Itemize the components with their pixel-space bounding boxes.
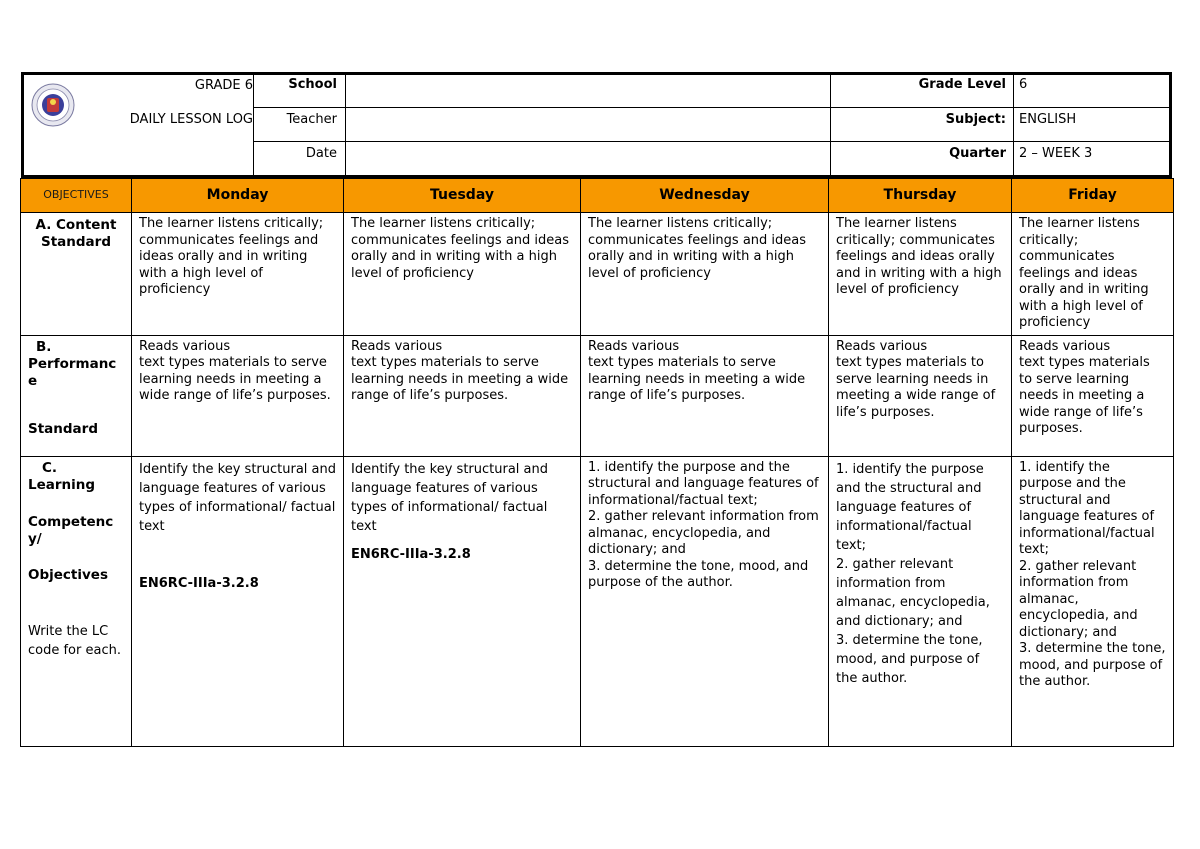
performance-standard-friday: Reads various text types materials to serve learning needs in meeting a wide range of life’s purposes. [1012,335,1174,456]
learning-competency-monday: Identify the key structural and language features of various types of informational/ factual text EN6RC-IIIa-3.2.8 [132,456,344,746]
content-standard-row [21,213,1174,336]
performance-standard-monday: Reads various text types materials to serve learning needs in meeting a wide range of life’s purposes. [132,335,344,456]
learning-competency-row [21,456,1174,746]
date-label: Date [305,146,337,161]
lc-code: EN6RC-IIIa-3.2.8 [139,575,259,591]
content-standard-monday: The learner listens critically; communicates feelings and ideas orally and in writing with a high level of proficiency [132,213,344,336]
log-title: DAILY LESSON LOG [129,112,253,127]
col-thursday: Thursday [829,179,1012,213]
performance-standard-thursday: Reads various text types materials to serve learning needs in meeting a wide range of life’s purposes. [829,335,1012,456]
quarter-value: 2 – WEEK 3 [1019,146,1093,161]
grade-label: GRADE 6 [194,78,253,93]
lesson-objectives-table [20,178,1174,747]
col-wednesday: Wednesday [581,179,829,213]
quarter-label: Quarter [949,146,1006,161]
col-monday: Monday [132,179,344,213]
content-standard-tuesday: The learner listens critically; communicates feelings and ideas orally and in writing with a high level of proficiency [344,213,581,336]
learning-competency-tuesday: Identify the key structural and language features of various types of informational/ factual text EN6RC-IIIa-3.2.8 [344,456,581,746]
grade-level-value: 6 [1019,77,1028,92]
col-objectives: OBJECTIVES [21,179,132,213]
performance-standard-tuesday: Reads various text types materials to serve learning needs in meeting a wide range of life’s purposes. [344,335,581,456]
col-friday: Friday [1012,179,1174,213]
lesson-log-header [21,72,1172,178]
content-standard-friday: The learner listens critically; communicates feelings and ideas orally and in writing with a high level of proficiency [1012,213,1174,336]
learning-competency-wednesday: 1. identify the purpose and the structural and language features of informational/factual text; 2. gather relevant information from almanac, encyclopedia, and dictionary; and 3. determine the tone, mood, and purpose of the author. [581,456,829,746]
learning-competency-thursday: 1. identify the purpose and the structural and language features of informational/factual text; 2. gather relevant information from almanac, encyclopedia, and dictionary; and 3. determine the tone, mood, and purpose of the author. [829,456,1012,746]
subject-value: ENGLISH [1019,112,1077,127]
content-standard-wednesday: The learner listens critically; communicates feelings and ideas orally and in writing with a high level of proficiency [581,213,829,336]
lc-code-note: Write the LC code for each. [28,623,121,658]
subject-label: Subject: [945,112,1006,127]
school-label: School [288,77,337,92]
performance-standard-wednesday: Reads various text types materials to serve learning needs in meeting a wide range of life’s purposes. [581,335,829,456]
table-header-row [21,179,1174,213]
grade-level-label: Grade Level [918,77,1006,92]
lc-code: EN6RC-IIIa-3.2.8 [351,546,471,562]
performance-standard-row [21,335,1174,456]
learning-competency-label: C. Learning Competenc y/ Objectives Write the LC code for each. [21,456,132,746]
teacher-label: Teacher [286,112,337,127]
learning-competency-friday: 1. identify the purpose and the structural and language features of informational/factual text; 2. gather relevant information from almanac, encyclopedia, and dictionary; and 3. determine the tone, mood, and purpose of the author. [1012,456,1174,746]
deped-seal-icon [31,83,75,127]
content-standard-label: A. Content Standard [21,213,132,336]
content-standard-thursday: The learner listens critically; communicates feelings and ideas orally and in writing with a high level of proficiency [829,213,1012,336]
col-tuesday: Tuesday [344,179,581,213]
performance-standard-label: B. Performanc e Standard [21,335,132,456]
